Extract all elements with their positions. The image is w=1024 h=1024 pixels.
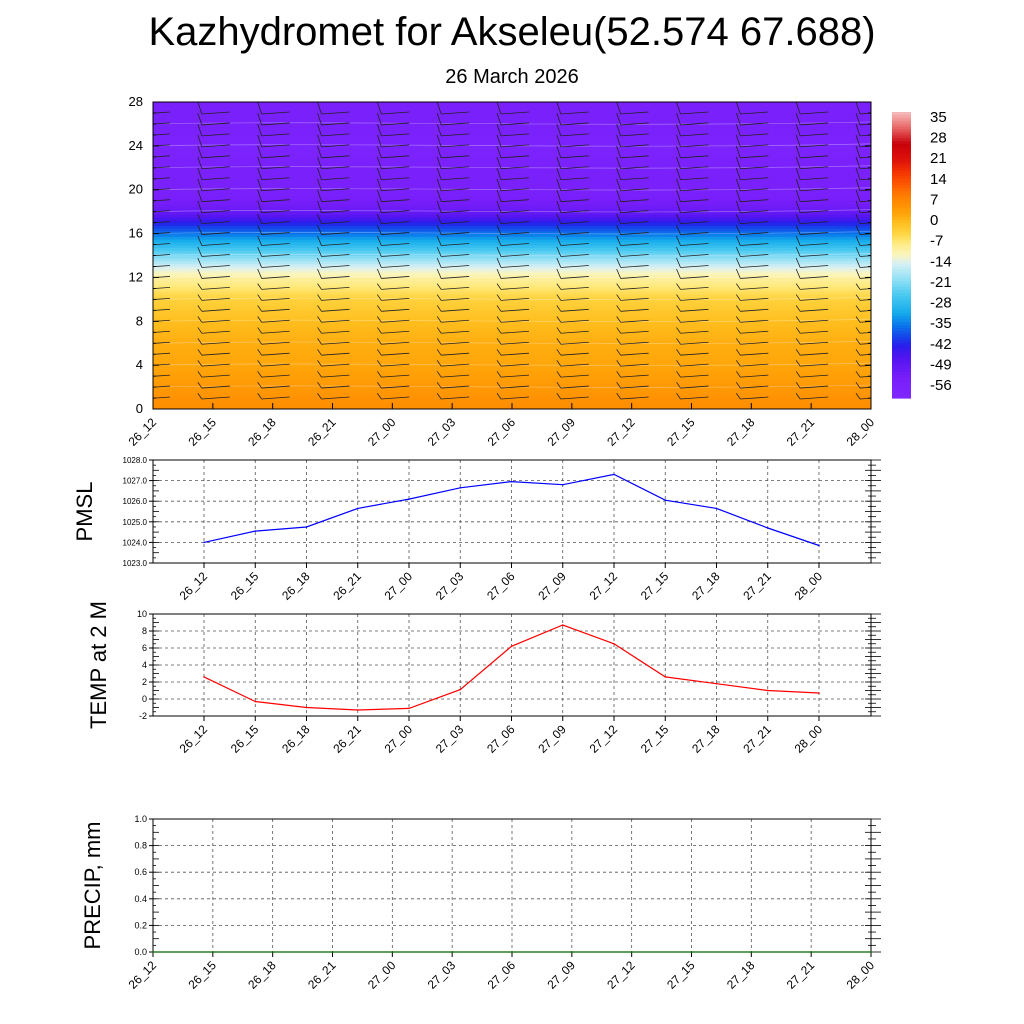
- data-point: [254, 530, 256, 532]
- colorbar-label: -49: [930, 356, 952, 374]
- y-tick-label: 1028.0: [122, 456, 147, 465]
- x-tick-label: 28_00: [791, 722, 826, 756]
- y-tick-label: 1.0: [134, 814, 147, 824]
- data-point: [810, 951, 812, 953]
- x-tick-label: 27_06: [484, 569, 518, 603]
- colorbar-label: -21: [930, 273, 952, 291]
- colorbar-label: -14: [930, 253, 952, 271]
- temperature-wind-heatmap: [126, 94, 888, 449]
- colorbar-label: -7: [930, 232, 944, 250]
- data-point: [511, 646, 513, 648]
- y-axis-label: PMSL: [72, 481, 97, 542]
- data-point: [691, 951, 693, 953]
- x-tick-label: 27_12: [604, 958, 638, 992]
- y-tick-label: 4: [141, 660, 147, 670]
- data-point: [716, 508, 718, 510]
- wind-barb-feather: [138, 349, 142, 355]
- x-tick-label: 27_00: [381, 722, 416, 756]
- wind-barb-feather: [138, 327, 142, 333]
- wind-barb-feather: [138, 168, 142, 180]
- x-tick-label: 28_00: [843, 958, 878, 992]
- data-point: [767, 527, 769, 529]
- data-point: [212, 951, 214, 953]
- data-point: [152, 951, 154, 953]
- x-tick-label: 26_12: [125, 415, 160, 449]
- y-tick-label: 0.4: [134, 893, 147, 904]
- x-tick-label: 27_09: [544, 415, 578, 449]
- wind-barb-feather: [138, 124, 142, 136]
- y-tick-label: 1026.0: [122, 497, 147, 507]
- y-tick-label: 0.0: [134, 947, 147, 957]
- x-tick-label: 27_03: [432, 722, 467, 756]
- wind-barb-feather: [138, 284, 142, 290]
- y-tick-label: 4: [135, 357, 143, 373]
- y-tick-label: 1023.0: [122, 559, 147, 568]
- wind-barb-feather: [138, 258, 142, 267]
- data-point: [571, 951, 573, 953]
- wind-barb-feather: [138, 295, 142, 301]
- wind-barb-feather: [138, 393, 142, 399]
- data-point: [751, 951, 753, 953]
- colorbar-label: -56: [930, 377, 952, 394]
- colorbar-label: 21: [930, 150, 947, 168]
- colorbar-segment: [892, 395, 911, 399]
- x-tick-label: 27_00: [381, 569, 416, 603]
- plot-frame: [153, 614, 871, 716]
- colorbar-label: 7: [930, 191, 939, 209]
- x-tick-label: 26_12: [176, 569, 211, 603]
- colorbar-label: 0: [930, 212, 939, 230]
- data-point: [306, 526, 308, 528]
- data-point: [459, 487, 461, 489]
- data-point: [203, 542, 205, 544]
- x-tick-label: 27_21: [740, 722, 774, 756]
- wind-barb-feather: [138, 338, 142, 344]
- data-point: [357, 508, 359, 510]
- data-point: [408, 498, 410, 500]
- y-tick-label: 0.8: [134, 840, 147, 851]
- wind-barb-feather: [138, 382, 142, 388]
- x-tick-label: 27_12: [604, 415, 638, 449]
- wind-barb-feather: [138, 247, 142, 256]
- y-tick-label: 1027.0: [122, 476, 147, 486]
- y-tick-label: 28: [128, 94, 143, 109]
- colorbar-label: -28: [930, 294, 952, 312]
- x-tick-label: 26_15: [185, 958, 219, 992]
- x-tick-label: 27_18: [723, 415, 758, 449]
- data-point: [272, 951, 274, 953]
- colorbar-label: -42: [930, 335, 952, 353]
- x-tick-label: 27_06: [484, 958, 519, 992]
- x-tick-label: 27_18: [689, 722, 723, 756]
- x-tick-label: 27_15: [637, 569, 672, 603]
- data-point: [613, 474, 615, 476]
- x-tick-label: 27_09: [544, 958, 578, 992]
- colorbar-label: 28: [930, 129, 947, 147]
- x-tick-label: 27_03: [424, 958, 459, 992]
- wind-barb-feather: [138, 371, 142, 377]
- y-tick-label: 0: [141, 694, 147, 704]
- x-tick-label: 27_21: [783, 415, 818, 449]
- data-point: [408, 708, 410, 710]
- colorbar-label: -35: [930, 315, 952, 333]
- data-point: [511, 951, 513, 953]
- y-tick-label: 24: [128, 137, 143, 153]
- x-tick-label: 28_00: [791, 569, 826, 603]
- x-tick-label: 27_12: [586, 569, 621, 603]
- y-axis-label: PRECIP, mm: [80, 821, 105, 950]
- page-title: Kazhydromet for Akseleu(52.574 67.688): [148, 10, 876, 54]
- colorbar: [892, 109, 952, 399]
- pmsl-chart: [72, 456, 881, 603]
- x-tick-label: 27_09: [535, 722, 569, 756]
- x-tick-label: 27_21: [783, 958, 818, 992]
- y-tick-label: 1024.0: [122, 538, 147, 548]
- x-tick-label: 27_00: [364, 958, 399, 992]
- data-point: [357, 709, 359, 711]
- data-point: [767, 690, 769, 692]
- data-point: [631, 951, 633, 953]
- data-point: [562, 624, 564, 626]
- y-tick-label: -2: [138, 711, 147, 721]
- series-line: [204, 625, 819, 710]
- data-point: [306, 707, 308, 709]
- data-point: [664, 499, 666, 501]
- plot-frame: [153, 460, 871, 563]
- x-tick-label: 26_21: [330, 722, 364, 756]
- data-point: [818, 545, 820, 547]
- x-tick-label: 27_12: [586, 722, 621, 756]
- wind-barb-feather: [138, 113, 142, 125]
- data-point: [716, 683, 718, 685]
- data-point: [613, 643, 615, 645]
- x-tick-label: 26_15: [185, 415, 219, 449]
- x-tick-label: 26_18: [279, 722, 313, 756]
- x-tick-label: 27_06: [484, 415, 519, 449]
- y-tick-label: 8: [135, 313, 143, 329]
- temp-2m-chart: [86, 601, 881, 756]
- x-tick-label: 26_12: [125, 958, 160, 992]
- y-tick-label: 2: [141, 677, 147, 687]
- data-point: [459, 689, 461, 691]
- y-tick-label: 16: [128, 225, 143, 241]
- heatmap-band: [153, 102, 871, 105]
- x-tick-label: 27_18: [723, 958, 758, 992]
- x-tick-label: 26_21: [330, 569, 364, 603]
- x-tick-label: 26_21: [305, 415, 339, 449]
- data-point: [451, 951, 453, 953]
- x-tick-label: 26_18: [279, 569, 313, 603]
- y-tick-label: 6: [141, 643, 147, 653]
- y-tick-label: 20: [128, 181, 143, 197]
- data-point: [562, 484, 564, 486]
- data-point: [332, 951, 334, 953]
- y-tick-label: 0.2: [134, 920, 147, 931]
- data-point: [664, 676, 666, 678]
- wind-barb-feather: [138, 201, 142, 213]
- x-tick-label: 26_15: [227, 569, 262, 603]
- y-tick-label: 0: [135, 401, 143, 416]
- x-tick-label: 26_15: [227, 722, 262, 756]
- x-tick-label: 26_18: [245, 415, 279, 449]
- y-tick-label: 1025.0: [122, 517, 147, 527]
- data-point: [392, 951, 394, 953]
- data-point: [818, 692, 820, 694]
- x-tick-label: 27_21: [740, 569, 774, 603]
- y-tick-label: 12: [128, 269, 143, 285]
- precip-chart: [80, 814, 881, 992]
- x-tick-label: 27_03: [432, 569, 467, 603]
- data-point: [511, 481, 513, 483]
- x-tick-label: 27_15: [664, 958, 698, 992]
- y-tick-label: 8: [141, 626, 147, 636]
- colorbar-label: 35: [930, 109, 947, 126]
- data-point: [254, 701, 256, 703]
- x-tick-label: 27_09: [535, 569, 569, 603]
- y-tick-label: 0.6: [134, 867, 147, 878]
- x-tick-label: 27_15: [637, 722, 672, 756]
- x-tick-label: 27_06: [484, 722, 518, 756]
- page-subtitle: 26 March 2026: [445, 66, 579, 88]
- x-tick-label: 26_18: [245, 958, 279, 992]
- wind-barb-feather: [138, 214, 142, 223]
- y-tick-label: 10: [136, 609, 147, 619]
- wind-barb-feather: [138, 306, 142, 312]
- x-tick-label: 27_00: [364, 415, 399, 449]
- x-tick-label: 27_18: [689, 569, 723, 603]
- x-tick-label: 26_12: [176, 722, 211, 756]
- x-tick-label: 27_03: [424, 415, 459, 449]
- x-tick-label: 27_15: [664, 415, 698, 449]
- data-point: [203, 676, 205, 678]
- wind-barb-feather: [138, 157, 142, 169]
- x-tick-label: 28_00: [843, 415, 878, 449]
- data-point: [870, 951, 872, 953]
- y-axis-label: TEMP at 2 M: [86, 601, 111, 729]
- colorbar-label: 14: [930, 170, 947, 188]
- x-tick-label: 26_21: [305, 958, 339, 992]
